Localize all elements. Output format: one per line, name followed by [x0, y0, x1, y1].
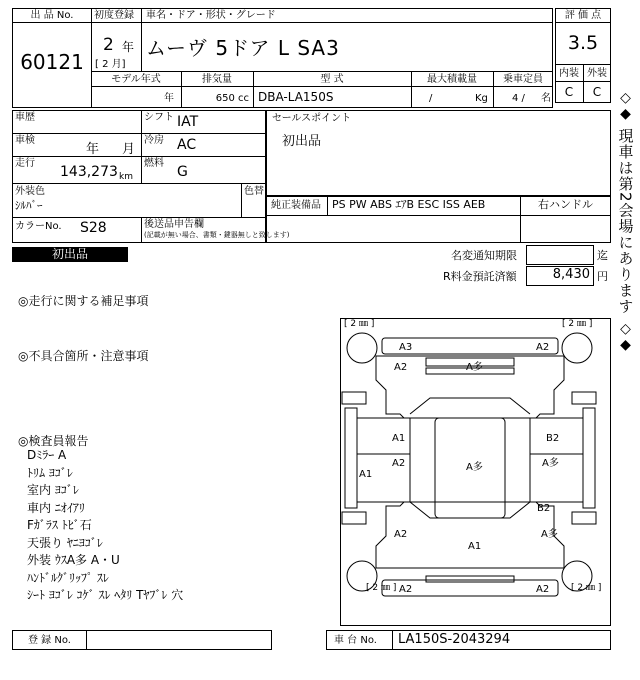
color-no-value: S28 — [80, 220, 107, 236]
first-listing-badge: 初出品 — [12, 247, 128, 262]
side-banner — [613, 90, 638, 365]
inspector-line: 外装 ｳｽA多 A・U — [27, 553, 120, 567]
side-banner-top-glyph: ◇◆ — [617, 90, 634, 122]
displacement-label: 排気量 — [202, 74, 232, 85]
mark-rear-right: A多 — [541, 529, 558, 540]
mark-right-rear-door: A多 — [542, 458, 559, 469]
exterior-grade: C — [592, 85, 602, 99]
inspection-label: 車検 — [15, 135, 35, 146]
recycle-label: R料金預託済額 — [443, 270, 517, 283]
model-year-unit: 年 — [164, 93, 174, 104]
model-year-label: モデル年式 — [111, 74, 161, 85]
reg-no-label: 登 録 No. — [28, 635, 71, 646]
recycle-value: 8,430 — [552, 267, 590, 282]
mark-left-front-door: A1 — [392, 433, 406, 444]
name-change-label: 名変通知期限 — [451, 249, 517, 262]
rating-label: 評 価 点 — [564, 10, 602, 21]
sales-point-label: セールスポイント — [272, 113, 352, 124]
max-load-value: / — [429, 93, 433, 104]
mark-left-rear-door: A2 — [392, 458, 406, 469]
chassis-label: 車 台 No. — [334, 635, 377, 646]
inspector-lines — [27, 447, 183, 605]
tire-mark-front-left: [ 2 ㎜ ] — [344, 319, 375, 329]
lot-no-label: 出 品 No. — [30, 10, 74, 21]
model-name: ムーヴ 5ドア L SA3 — [146, 36, 340, 60]
history-label: 車歴 — [15, 112, 35, 123]
recycle-unit: 円 — [597, 270, 608, 283]
side-banner-bottom-glyph: ◇◆ — [617, 320, 634, 353]
exterior-label: 外装 — [587, 68, 607, 79]
name-change-unit: 迄 — [597, 249, 608, 262]
first-reg-year: 2 — [103, 35, 114, 55]
ac-label: 冷房 — [144, 135, 164, 146]
defects-notes-title: ◎不具合箇所・注意事項 — [18, 349, 149, 363]
inspector-line: Dﾐﾗｰ A — [27, 448, 67, 462]
steering-value: 右ハンドル — [538, 198, 593, 211]
mark-hood: A多 — [466, 362, 483, 373]
chassis-no: LA150S-2043294 — [398, 632, 511, 647]
inspection-month-unit: 月 — [122, 142, 136, 157]
type-value: DBA-LA150S — [258, 90, 334, 104]
mileage-unit: km — [119, 172, 133, 182]
mark-right-front-door: B2 — [546, 433, 560, 444]
mark-rear-right-upper: B2 — [537, 503, 551, 514]
tire-mark-rear-right: [ 2 ㎜ ] — [571, 583, 602, 593]
shift-label: シフト — [144, 112, 174, 123]
mark-rear-bumper-right: A2 — [536, 584, 550, 595]
rating-value: 3.5 — [567, 32, 599, 54]
inspector-line: ｼｰﾄ ﾖｺﾞﾚ ｺｹﾞ ｽﾚ ﾍﾀﾘ Tﾔﾌﾞﾚ 穴 — [27, 588, 184, 602]
tire-mark-rear-left: [ 2 ㎜ ] — [366, 583, 397, 593]
mark-rear-bumper-left: A2 — [399, 584, 413, 595]
type-label: 型 式 — [320, 74, 344, 85]
mark-roof: A多 — [466, 462, 483, 473]
inspector-line: 車内 ﾆｵｲｱﾘ — [27, 500, 85, 515]
shift-value: IAT — [177, 114, 199, 130]
sales-point-value: 初出品 — [282, 134, 322, 149]
side-banner-text: 現車は第2会場にあります — [616, 128, 635, 315]
first-reg-label: 初度登録 — [94, 10, 134, 21]
capacity-unit: 名 — [541, 93, 551, 104]
mileage-label: 走行 — [15, 158, 35, 169]
capacity-value: 4 / — [512, 93, 525, 104]
docs-note: (記載が無い場合、書類・鍵器無しと致します) — [144, 231, 290, 239]
fuel-label: 燃料 — [144, 158, 164, 169]
inspection-year-unit: 年 — [86, 142, 100, 157]
capacity-label: 乗車定員 — [503, 74, 543, 85]
mark-trunk: A1 — [468, 541, 482, 552]
color-change-label: 色替 — [244, 186, 264, 197]
mileage-value: 143,273 — [60, 164, 118, 180]
docs-label: 後送品申告欄 — [144, 219, 204, 230]
ac-value: AC — [177, 137, 197, 153]
inspector-line: Fｶﾞﾗｽ ﾄﾋﾞ石 — [27, 518, 92, 532]
fuel-value: G — [177, 164, 188, 180]
equipment-label: 純正装備品 — [271, 200, 321, 211]
driving-notes-title: ◎走行に関する補足事項 — [18, 294, 149, 308]
wheel-front-right-icon — [562, 333, 592, 363]
exterior-color-label: 外装色 — [15, 186, 45, 197]
model-name-label: 車名・ドア・形状・グレード — [146, 10, 276, 21]
inspector-line: ﾄﾘﾑ ﾖｺﾞﾚ — [27, 465, 73, 480]
mark-hood-left: A2 — [394, 362, 408, 373]
mark-front-bumper-right: A2 — [536, 342, 550, 353]
max-load-label: 最大積載量 — [427, 74, 477, 85]
exterior-color-value: ｼﾙﾊﾞｰ — [15, 199, 43, 212]
inspector-line: 天張り ﾔﾆﾖｺﾞﾚ — [27, 535, 103, 550]
inspector-title: ◎検査員報告 — [18, 434, 89, 448]
equipment-value: PS PW ABS ｴｱB ESC ISS AEB — [332, 198, 486, 211]
displacement-value: 650 cc — [215, 93, 249, 104]
interior-grade: C — [564, 85, 574, 99]
lot-no: 60121 — [20, 50, 84, 74]
inspector-line: 室内 ﾖｺﾞﾚ — [27, 483, 79, 497]
inspector-line: ﾊﾝﾄﾞﾙｸﾞﾘｯﾌﾟ ｽﾚ — [27, 570, 109, 585]
color-no-label: カラーNo. — [15, 221, 62, 232]
first-reg-year-unit: 年 — [122, 40, 135, 54]
max-load-unit: Kg — [475, 93, 488, 104]
first-reg-month: [ 2 月] — [95, 59, 126, 70]
interior-label: 内装 — [559, 68, 579, 79]
mark-front-bumper-left: A3 — [399, 342, 413, 353]
mark-rear-left: A2 — [394, 529, 408, 540]
mark-left-side: A1 — [359, 469, 373, 480]
wheel-front-left-icon — [347, 333, 377, 363]
name-change-box — [526, 245, 594, 265]
tire-mark-front-right: [ 2 ㎜ ] — [562, 319, 593, 329]
